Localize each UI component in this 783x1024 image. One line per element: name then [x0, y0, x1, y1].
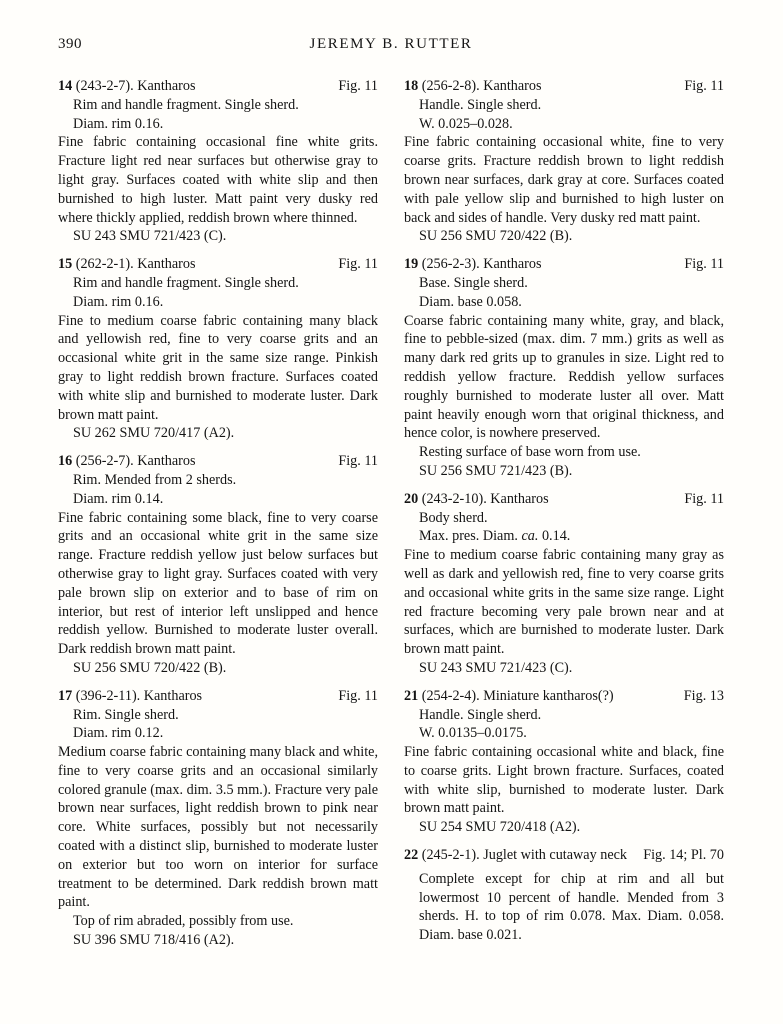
entry-heading — [404, 687, 614, 706]
figure-reference: Fig. 14; Pl. 70 — [643, 847, 724, 864]
entry-details — [404, 274, 724, 312]
detail-line: Body sherd. — [419, 509, 488, 526]
figure-reference: Fig. 11 — [338, 453, 378, 470]
entry-catalog-id: (262-2-1). — [75, 256, 134, 273]
right-column — [404, 77, 724, 954]
entry-number: 19 — [404, 256, 419, 273]
entry-inventory-line: SU 256 SMU 720/422 (B). — [419, 228, 573, 245]
entry-description: Fine to medium coarse fabric containing many black and yellowish red, fine to very coarse grits and an occasional white grit in the same size range. Pinkish gray to light reddish brown fracture. Surfaces coated with white slip and burnished to moderate luster. Dark brown matt paint. — [58, 312, 378, 423]
entry-catalog-id: (396-2-11). — [75, 687, 141, 704]
entry-vessel-name: Kantharos — [483, 256, 542, 273]
entry-vessel-name: Juglet with cutaway neck — [483, 847, 628, 864]
entry-catalog-id: (256-2-7). — [75, 453, 134, 470]
detail-line: Rim. Mended from 2 sherds. — [73, 471, 237, 488]
entry-vessel-name: Kantharos — [137, 453, 196, 470]
entry-inventory-line: SU 256 SMU 720/422 (B). — [73, 659, 227, 676]
detail-line: Diam. rim 0.12. — [73, 725, 164, 742]
figure-reference: Fig. 11 — [684, 490, 724, 507]
entry-number: 18 — [404, 78, 419, 94]
entry-description: Fine fabric containing some black, fine to very coarse grits and an occasional white grit in the same size range. Fracture reddish yellow just below surfaces but otherwise gray to light gray. Surfaces coated with very pale brown slip on exterior and to base of rim on interior, but rest of interior left unslipped and hence reddish yellow. Burnished to moderate luster overall. Dark reddish brown matt paint. — [58, 509, 378, 658]
catalog-entry — [58, 255, 378, 443]
entry-description: Medium coarse fabric containing many black and white, fine to very coarse grits and an occasional similarly colored granule (max. dim. 3.5 mm.). Fracture very pale brown near surfaces, light reddish brown to pink near core. White surfaces, possibly but not necessarily coated with a distinct slip, burnished to moderate luster on exterior but too worn on interior for surface treatment to be determined. Dark reddish brown matt paint. — [58, 744, 378, 911]
catalog-entry — [404, 77, 724, 246]
catalog-entry — [58, 77, 378, 246]
detail-line: Rim and handle fragment. Single sherd. — [73, 274, 299, 291]
detail-line: Diam. rim 0.16. — [73, 115, 164, 132]
entry-inventory-line: SU 243 SMU 721/423 (C). — [419, 659, 573, 676]
detail-line: Diam. rim 0.16. — [73, 293, 164, 310]
entry-title-row — [58, 687, 378, 706]
figure-reference: Fig. 11 — [684, 256, 724, 273]
entry-catalog-id: (245-2-1). — [421, 847, 480, 864]
entry-title-row — [404, 77, 724, 96]
entry-catalog-id: (243-2-10). — [421, 490, 487, 507]
entry-description: Fine fabric containing occasional fine white grits. Fracture light red near surfaces but otherwise gray to light gray. Surfaces coated with white slip and then burnished to high luster. Matt paint very dusky red where thickly applied, reddish brown where thinned. — [58, 134, 378, 226]
page-header — [58, 36, 724, 56]
entry-details — [58, 706, 378, 744]
entry-heading — [58, 687, 202, 706]
entry-inventory-line: SU 243 SMU 721/423 (C). — [73, 228, 227, 245]
catalog-columns — [58, 77, 724, 959]
entry-details — [58, 96, 378, 134]
entry-vessel-name: Miniature kantharos(?) — [483, 687, 614, 704]
entry-notes — [58, 912, 378, 931]
entry-description: Fine fabric containing occasional white, fine to very coarse grits. Fracture reddish brown to light reddish brown near surfaces, dark gray at core. Surfaces coated with pale yellow slip and burnished to high luster on back and sides of handle. Very dusky red matt paint. — [404, 134, 724, 226]
entry-details — [404, 509, 724, 547]
entry-number: 14 — [58, 78, 73, 94]
catalog-entry — [404, 255, 724, 481]
catalog-entry — [404, 687, 724, 837]
figure-reference: Fig. 11 — [684, 78, 724, 94]
figure-reference: Fig. 11 — [338, 78, 378, 94]
entry-heading — [404, 846, 627, 865]
entry-inventory-line: SU 254 SMU 720/418 (A2). — [419, 819, 581, 836]
entry-title-row — [404, 255, 724, 274]
entry-number: 15 — [58, 256, 73, 273]
figure-reference: Fig. 11 — [338, 687, 378, 704]
note-line: Resting surface of base worn from use. — [419, 444, 641, 461]
entry-title-row — [404, 490, 724, 509]
entry-description: Fine to medium coarse fabric containing many gray as well as dark and yellowish red, fine to very coarse grits and occasional white grits in the same size range. Light red fracture becoming very pale brown near and at surfaces, which are burnished to moderate luster. Dark brown matt paint. — [404, 547, 724, 658]
entry-title-row — [58, 255, 378, 274]
entry-number: 20 — [404, 490, 419, 507]
entry-title-row — [404, 687, 724, 706]
catalog-entry — [404, 846, 724, 945]
entry-inventory-line: SU 262 SMU 720/417 (A2). — [73, 425, 235, 442]
detail-line: Base. Single sherd. — [419, 274, 528, 291]
entry-number: 22 — [404, 847, 419, 864]
entry-vessel-name: Kantharos — [490, 490, 549, 507]
entry-heading — [58, 255, 196, 274]
entry-catalog-id: (256-2-8). — [421, 78, 480, 94]
entry-title-row — [58, 452, 378, 471]
entry-condition-paragraph: Complete except for chip at rim and all but lowermost 10 percent of handle. Mended from 3 sherds. H. to top of rim 0.078. Max. Diam. 0.058. Diam. base 0.021. — [419, 870, 724, 944]
entry-vessel-name: Kantharos — [137, 256, 196, 273]
catalog-entry — [58, 452, 378, 678]
entry-number: 17 — [58, 687, 73, 704]
entry-vessel-name: Kantharos — [483, 78, 542, 94]
note-line: Top of rim abraded, possibly from use. — [73, 913, 294, 930]
detail-line: Handle. Single sherd. — [419, 96, 542, 113]
entry-details — [404, 96, 724, 134]
left-column — [58, 77, 378, 959]
entry-catalog-id: (256-2-3). — [421, 256, 480, 273]
entry-number: 16 — [58, 453, 73, 470]
detail-line: Rim. Single sherd. — [73, 706, 179, 723]
entry-inventory-line: SU 396 SMU 718/416 (A2). — [73, 932, 235, 949]
detail-line: Rim and handle fragment. Single sherd. — [73, 96, 299, 113]
page-number: 390 — [58, 36, 82, 52]
entry-catalog-id: (254-2-4). — [421, 687, 480, 704]
detail-line: W. 0.025–0.028. — [419, 115, 513, 132]
entry-heading — [58, 452, 196, 471]
entry-details — [58, 274, 378, 312]
entry-details — [58, 471, 378, 509]
detail-line: Diam. rim 0.14. — [73, 490, 164, 507]
detail-line: Max. pres. Diam. ca. 0.14. — [419, 528, 571, 545]
detail-line: Diam. base 0.058. — [419, 293, 522, 310]
entry-vessel-name: Kantharos — [137, 78, 196, 94]
entry-heading — [404, 77, 542, 96]
entry-description: Fine fabric containing occasional white and black, fine to coarse grits. Light brown fracture. Surfaces, coated with white slip, burnished to moderate luster. Dark brown matt paint. — [404, 744, 724, 817]
entry-details — [404, 706, 724, 744]
figure-reference: Fig. 11 — [338, 256, 378, 273]
entry-heading — [404, 255, 542, 274]
figure-reference: Fig. 13 — [683, 687, 724, 704]
entry-catalog-id: (243-2-7). — [75, 78, 134, 94]
entry-heading — [404, 490, 549, 509]
detail-line: W. 0.0135–0.0175. — [419, 725, 527, 742]
entry-title-row — [404, 846, 724, 865]
detail-line: Handle. Single sherd. — [419, 706, 542, 723]
entry-vessel-name: Kantharos — [143, 687, 203, 704]
entry-number: 21 — [404, 687, 419, 704]
running-head: JEREMY B. RUTTER — [309, 36, 473, 52]
entry-title-row — [58, 77, 378, 96]
entry-heading — [58, 77, 196, 96]
entry-inventory-line: SU 256 SMU 721/423 (B). — [419, 462, 573, 479]
catalog-entry — [404, 490, 724, 678]
entry-description: Coarse fabric containing many white, gray, and black, fine to pebble-sized (max. dim. 7 mm.) grits as well as many dark red grits up to granules in size. Light red to reddish yellow fracture. Reddish yellow surfaces roughly burnished to moderate luster all over. Matt paint heavily enough worn that original thickness, and hence color, is nowhere preserved. — [404, 312, 724, 442]
entry-notes — [404, 443, 724, 462]
catalog-entry — [58, 687, 378, 950]
